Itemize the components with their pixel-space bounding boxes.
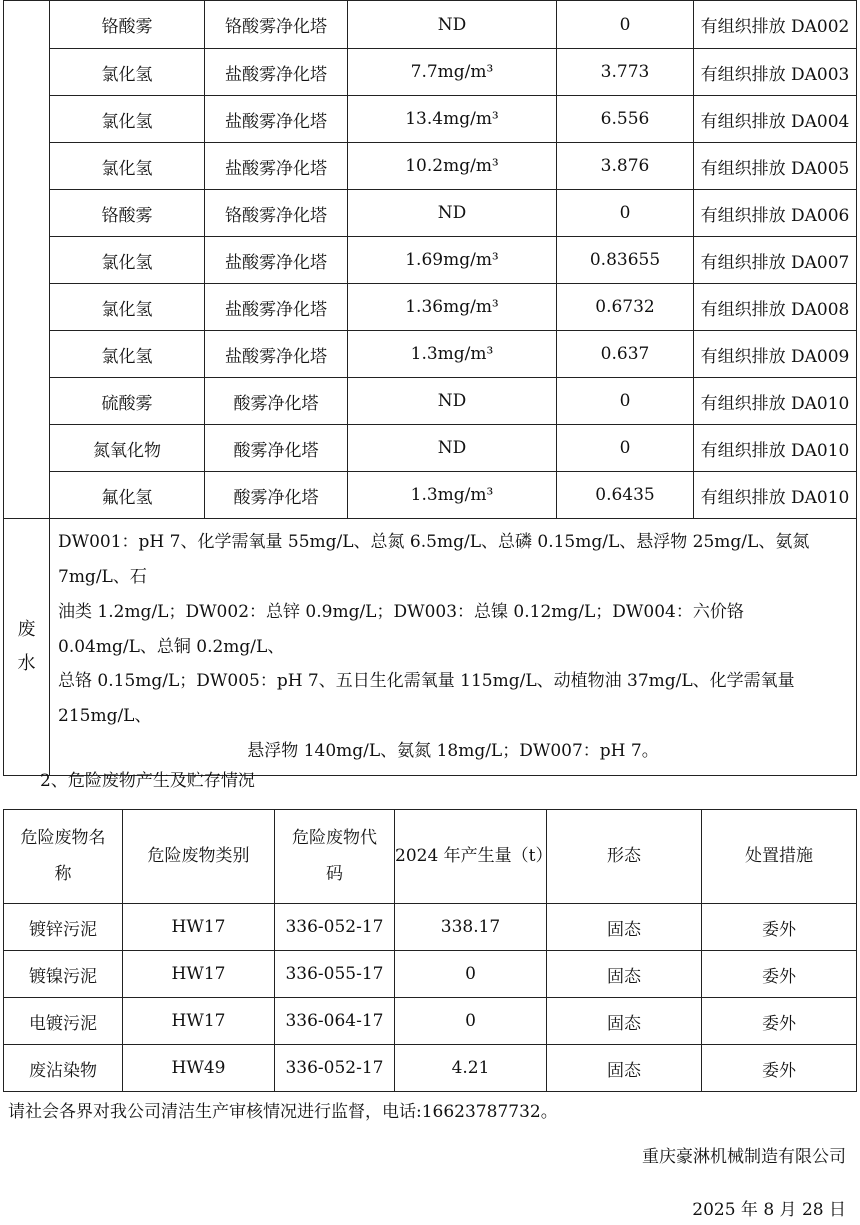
emission-discharge-cell: 有组织排放 DA006 <box>694 190 857 237</box>
document-date: 2025 年 8 月 28 日 <box>692 1200 846 1220</box>
wastewater-line-2: 油类 1.2mg/L；DW002：总锌 0.9mg/L；DW003：总镍 0.12mg/L；DW004：六价铬 0.04mg/L、总铜 0.2mg/L、 <box>58 601 744 657</box>
emission-discharge-cell: 有组织排放 DA007 <box>694 237 857 284</box>
header-disposal: 处置措施 <box>702 810 857 904</box>
emission-pollutant-cell: 氯化氢 <box>50 49 205 96</box>
emission-treatment-cell: 酸雾净化塔 <box>205 378 348 425</box>
header-waste-code-line2: 码 <box>326 863 343 884</box>
emission-discharge-cell: 有组织排放 DA005 <box>694 143 857 190</box>
emissions-table-body <box>4 1 857 519</box>
emission-discharge-cell: 有组织排放 DA002 <box>694 1 857 49</box>
emission-amount-cell: 0.637 <box>557 331 694 378</box>
hazard-header-row <box>4 810 857 904</box>
hazard-amount-cell: 338.17 <box>395 904 547 951</box>
hazard-category-cell: HW17 <box>123 998 275 1045</box>
emission-treatment-cell: 盐酸雾净化塔 <box>205 284 348 331</box>
emission-concentration-cell: 1.36mg/m³ <box>348 284 557 331</box>
supervision-notice: 请社会各界对我公司清洁生产审核情况进行监督，电话:16623787732。 <box>8 1102 558 1122</box>
emission-treatment-cell: 铬酸雾净化塔 <box>205 1 348 49</box>
emission-amount-cell: 0.6435 <box>557 472 694 519</box>
emission-row <box>4 425 857 472</box>
emission-discharge-cell: 有组织排放 DA003 <box>694 49 857 96</box>
header-waste-code <box>275 810 395 904</box>
header-waste-name-line1: 危险废物名 <box>20 827 106 848</box>
emission-row <box>4 378 857 425</box>
hazard-row <box>4 951 857 998</box>
hazard-row <box>4 1045 857 1092</box>
emission-concentration-cell: 10.2mg/m³ <box>348 143 557 190</box>
header-waste-name <box>4 810 123 904</box>
hazardous-waste-table <box>3 809 857 1092</box>
emission-concentration-cell: 1.69mg/m³ <box>348 237 557 284</box>
emission-treatment-cell: 盐酸雾净化塔 <box>205 331 348 378</box>
emission-concentration-cell: 7.7mg/m³ <box>348 49 557 96</box>
emission-treatment-cell: 盐酸雾净化塔 <box>205 237 348 284</box>
hazard-form-cell: 固态 <box>547 951 702 998</box>
hazard-disposal-cell: 委外 <box>702 998 857 1045</box>
emission-row <box>4 472 857 519</box>
wastewater-line-4: 悬浮物 140mg/L、氨氮 18mg/L；DW007：pH 7。 <box>247 741 659 762</box>
emission-concentration-cell: 13.4mg/m³ <box>348 96 557 143</box>
emission-discharge-cell: 有组织排放 DA009 <box>694 331 857 378</box>
hazard-form-cell: 固态 <box>547 1045 702 1092</box>
emission-concentration-cell: ND <box>348 378 557 425</box>
emission-amount-cell: 0 <box>557 378 694 425</box>
emission-pollutant-cell: 氯化氢 <box>50 284 205 331</box>
header-waste-name-line2: 称 <box>54 863 72 884</box>
hazard-amount-cell: 0 <box>395 951 547 998</box>
emission-amount-cell: 0 <box>557 1 694 49</box>
emission-row <box>4 284 857 331</box>
wastewater-detail <box>50 519 857 776</box>
wastewater-line-1: DW001：pH 7、化学需氧量 55mg/L、总氮 6.5mg/L、总磷 0.15mg/L、悬浮物 25mg/L、氨氮 7mg/L、石 <box>58 532 810 587</box>
company-name: 重庆豪淋机械制造有限公司 <box>642 1147 846 1167</box>
emission-amount-cell: 0.83655 <box>557 237 694 284</box>
hazard-code-cell: 336-064-17 <box>275 998 395 1045</box>
hazard-category-cell: HW49 <box>123 1045 275 1092</box>
emission-row <box>4 143 857 190</box>
emission-discharge-cell: 有组织排放 DA008 <box>694 284 857 331</box>
header-form: 形态 <box>547 810 702 904</box>
emission-pollutant-cell: 氯化氢 <box>50 237 205 284</box>
header-waste-code-line1: 危险废物代 <box>292 827 377 848</box>
emission-amount-cell: 0.6732 <box>557 284 694 331</box>
emission-discharge-cell: 有组织排放 DA010 <box>694 425 857 472</box>
emission-amount-cell: 6.556 <box>557 96 694 143</box>
hazard-row <box>4 904 857 951</box>
hazard-code-cell: 336-052-17 <box>275 1045 395 1092</box>
section-title: 2、危险废物产生及贮存情况 <box>40 771 255 791</box>
emission-amount-cell: 3.773 <box>557 49 694 96</box>
hazard-row <box>4 998 857 1045</box>
hazard-amount-cell: 0 <box>395 998 547 1045</box>
wastewater-row <box>4 519 857 776</box>
hazard-disposal-cell: 委外 <box>702 904 857 951</box>
hazard-name-cell: 镀锌污泥 <box>4 904 123 951</box>
wastewater-label-line2: 水 <box>17 652 36 674</box>
emission-row <box>4 96 857 143</box>
emission-pollutant-cell: 氮氧化物 <box>50 425 205 472</box>
header-amount: 2024 年产生量（t） <box>395 810 547 904</box>
wastewater-line-3: 总铬 0.15mg/L；DW005：pH 7、五日生化需氧量 115mg/L、动植物油 37mg/L、化学需氧量 215mg/L、 <box>58 671 795 727</box>
emission-treatment-cell: 酸雾净化塔 <box>205 425 348 472</box>
hazard-amount-cell: 4.21 <box>395 1045 547 1092</box>
emission-amount-cell: 0 <box>557 190 694 237</box>
emission-concentration-cell: ND <box>348 425 557 472</box>
header-waste-category: 危险废物类别 <box>123 810 275 904</box>
emission-row <box>4 49 857 96</box>
emission-pollutant-cell: 铬酸雾 <box>50 190 205 237</box>
emission-discharge-cell: 有组织排放 DA010 <box>694 472 857 519</box>
emission-treatment-cell: 盐酸雾净化塔 <box>205 96 348 143</box>
hazard-form-cell: 固态 <box>547 998 702 1045</box>
hazard-code-cell: 336-055-17 <box>275 951 395 998</box>
hazard-name-cell: 镀镍污泥 <box>4 951 123 998</box>
hazard-name-cell: 废沾染物 <box>4 1045 123 1092</box>
emission-concentration-cell: 1.3mg/m³ <box>348 331 557 378</box>
emission-pollutant-cell: 氯化氢 <box>50 331 205 378</box>
hazard-form-cell: 固态 <box>547 904 702 951</box>
emission-amount-cell: 0 <box>557 425 694 472</box>
emissions-table <box>3 0 857 776</box>
hazard-category-cell: HW17 <box>123 951 275 998</box>
emission-row <box>4 331 857 378</box>
wastewater-label <box>4 519 50 776</box>
hazard-disposal-cell: 委外 <box>702 951 857 998</box>
emission-concentration-cell: 1.3mg/m³ <box>348 472 557 519</box>
emission-treatment-cell: 铬酸雾净化塔 <box>205 190 348 237</box>
hazard-disposal-cell: 委外 <box>702 1045 857 1092</box>
emission-amount-cell: 3.876 <box>557 143 694 190</box>
emission-concentration-cell: ND <box>348 1 557 49</box>
emission-row <box>4 190 857 237</box>
emission-discharge-cell: 有组织排放 DA010 <box>694 378 857 425</box>
emission-pollutant-cell: 氟化氢 <box>50 472 205 519</box>
emission-row <box>4 1 857 49</box>
emission-treatment-cell: 盐酸雾净化塔 <box>205 143 348 190</box>
emission-pollutant-cell: 铬酸雾 <box>50 1 205 49</box>
emission-pollutant-cell: 硫酸雾 <box>50 378 205 425</box>
hazard-code-cell: 336-052-17 <box>275 904 395 951</box>
emission-row <box>4 237 857 284</box>
hazard-table-body <box>4 904 857 1092</box>
emission-category-cell <box>4 1 50 519</box>
hazard-name-cell: 电镀污泥 <box>4 998 123 1045</box>
wastewater-label-line1: 废 <box>17 618 36 640</box>
emission-discharge-cell: 有组织排放 DA004 <box>694 96 857 143</box>
emission-pollutant-cell: 氯化氢 <box>50 96 205 143</box>
emission-pollutant-cell: 氯化氢 <box>50 143 205 190</box>
emission-treatment-cell: 盐酸雾净化塔 <box>205 49 348 96</box>
emission-treatment-cell: 酸雾净化塔 <box>205 472 348 519</box>
hazard-category-cell: HW17 <box>123 904 275 951</box>
emission-concentration-cell: ND <box>348 190 557 237</box>
